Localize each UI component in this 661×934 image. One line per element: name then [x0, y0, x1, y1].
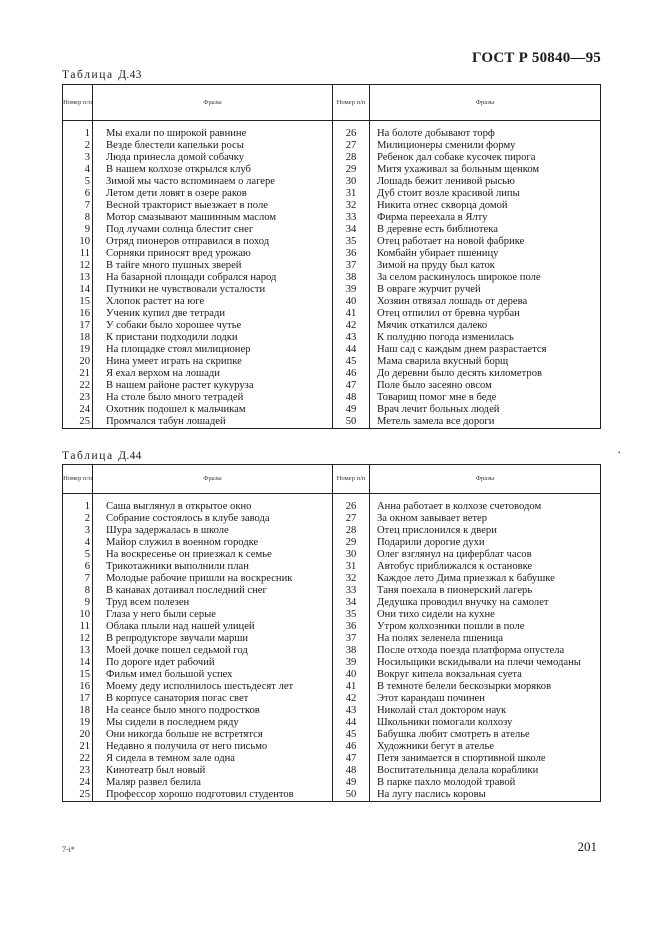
phrase-text: Ребенок дал собаке кусочек пирога	[370, 152, 601, 164]
column-header-number: Номер п/п	[333, 465, 370, 494]
phrase-text: На площадке стоял милиционер	[93, 344, 333, 356]
row-number: 31	[333, 561, 370, 573]
phrase-text: Промчался табун лошадей	[93, 416, 333, 429]
phrase-text: Метель замела все дороги	[370, 416, 601, 429]
table-row	[63, 332, 601, 344]
row-number: 21	[63, 741, 93, 753]
table-row	[63, 717, 601, 729]
phrase-text: Отец прислонился к двери	[370, 525, 601, 537]
table-row	[63, 380, 601, 392]
table-row	[63, 320, 601, 332]
spacer-cell	[370, 121, 601, 129]
table-caption-label: Таблица	[62, 69, 114, 81]
phrase-text: После отхода поезда платформа опустела	[370, 645, 601, 657]
row-number: 14	[63, 657, 93, 669]
phrase-text: Наш сад с каждым днем разрастается	[370, 344, 601, 356]
phrase-text: Дуб стоит возле красивой липы	[370, 188, 601, 200]
row-number: 31	[333, 188, 370, 200]
row-number: 20	[63, 729, 93, 741]
row-number: 39	[333, 284, 370, 296]
row-number: 28	[333, 525, 370, 537]
table-row	[63, 513, 601, 525]
table-row	[63, 645, 601, 657]
table-row	[63, 260, 601, 272]
phrase-text: До деревни было десять километров	[370, 368, 601, 380]
table-row	[63, 164, 601, 176]
row-number: 24	[63, 404, 93, 416]
row-number: 19	[63, 717, 93, 729]
row-number: 13	[63, 272, 93, 284]
phrase-text: В овраге журчит ручей	[370, 284, 601, 296]
row-number: 22	[63, 380, 93, 392]
column-header-phrases: Фразы	[93, 85, 333, 121]
row-number: 8	[63, 212, 93, 224]
row-number: 7	[63, 200, 93, 212]
row-number: 25	[63, 789, 93, 802]
row-number: 18	[63, 332, 93, 344]
spacer-cell	[93, 494, 333, 502]
phrase-text: Они никогда больше не встретятся	[93, 729, 333, 741]
row-number: 17	[63, 693, 93, 705]
phrase-text: На болоте добывают торф	[370, 128, 601, 140]
row-number: 16	[63, 681, 93, 693]
table-caption-number: Д.44	[118, 450, 142, 462]
phrase-text: Зимой на пруду был каток	[370, 260, 601, 272]
row-number: 48	[333, 765, 370, 777]
row-number: 45	[333, 356, 370, 368]
table-row	[63, 537, 601, 549]
table-row	[63, 597, 601, 609]
table-43-caption	[62, 69, 142, 81]
row-number: 5	[63, 176, 93, 188]
row-number: 38	[333, 272, 370, 284]
table-row	[63, 585, 601, 597]
phrase-text: Весной тракторист выезжает в поле	[93, 200, 333, 212]
phrase-text: Этот карандаш починен	[370, 693, 601, 705]
table-row	[63, 176, 601, 188]
phrase-text: Моей дочке пошел седьмой год	[93, 645, 333, 657]
row-number: 12	[63, 633, 93, 645]
table-row	[63, 729, 601, 741]
row-number: 28	[333, 152, 370, 164]
column-header-phrases: Фразы	[370, 85, 601, 121]
table-row	[63, 296, 601, 308]
row-number: 18	[63, 705, 93, 717]
column-header-number: Номер п/п	[63, 465, 93, 494]
row-number: 35	[333, 236, 370, 248]
row-number: 3	[63, 525, 93, 537]
table-row	[63, 525, 601, 537]
row-number: 40	[333, 669, 370, 681]
phrase-text: Мы сидели в последнем ряду	[93, 717, 333, 729]
row-number: 44	[333, 717, 370, 729]
phrase-text: В деревне есть библиотека	[370, 224, 601, 236]
phrase-text: Лошадь бежит ленивой рысью	[370, 176, 601, 188]
phrase-text: Люда принесла домой собачку	[93, 152, 333, 164]
table-header-row	[63, 465, 601, 494]
phrase-text: Мама сварила вкусный борщ	[370, 356, 601, 368]
row-number: 35	[333, 609, 370, 621]
table-row	[63, 188, 601, 200]
row-number: 29	[333, 164, 370, 176]
spacer-cell	[63, 121, 93, 129]
table-row	[63, 152, 601, 164]
row-number: 20	[63, 356, 93, 368]
print-mark: 7-i*	[62, 845, 75, 854]
spacer-cell	[333, 121, 370, 129]
phrase-text: Трикотажники выполнили план	[93, 561, 333, 573]
phrase-text: Везде блестели капельки росы	[93, 140, 333, 152]
margin-mark: •	[618, 449, 621, 457]
column-header-number: Номер п/п	[63, 85, 93, 121]
phrase-text: Отец работает на новой фабрике	[370, 236, 601, 248]
table-row	[63, 777, 601, 789]
row-number: 11	[63, 621, 93, 633]
row-number: 10	[63, 236, 93, 248]
phrase-text: Товарищ помог мне в беде	[370, 392, 601, 404]
row-number: 33	[333, 212, 370, 224]
phrase-text: Митя ухаживал за больным щенком	[370, 164, 601, 176]
row-number: 49	[333, 777, 370, 789]
phrase-text: Глаза у него были серые	[93, 609, 333, 621]
table-row	[63, 681, 601, 693]
table-row	[63, 140, 601, 152]
phrase-text: Фирма переехала в Ялту	[370, 212, 601, 224]
row-number: 43	[333, 705, 370, 717]
row-number: 30	[333, 176, 370, 188]
phrase-text: На полях зеленела пшеница	[370, 633, 601, 645]
phrase-text: Профессор хорошо подготовил студентов	[93, 789, 333, 802]
row-number: 46	[333, 368, 370, 380]
row-number: 1	[63, 501, 93, 513]
row-number: 49	[333, 404, 370, 416]
phrase-text: Носильщики вскидывали на плечи чемоданы	[370, 657, 601, 669]
table-row	[63, 621, 601, 633]
phrase-text: В канавах дотаивал последний снег	[93, 585, 333, 597]
table-row	[63, 224, 601, 236]
row-number: 12	[63, 260, 93, 272]
row-number: 7	[63, 573, 93, 585]
phrase-text: Врач лечит больных людей	[370, 404, 601, 416]
row-number: 3	[63, 152, 93, 164]
phrase-text: Мячик откатился далеко	[370, 320, 601, 332]
row-number: 8	[63, 585, 93, 597]
table-row	[63, 392, 601, 404]
spacer-cell	[333, 494, 370, 502]
table-row	[63, 416, 601, 429]
row-number: 30	[333, 549, 370, 561]
phrase-table-44	[62, 464, 601, 802]
phrase-text: Сорняки приносят вред урожаю	[93, 248, 333, 260]
phrase-text: Нина умеет играть на скрипке	[93, 356, 333, 368]
phrase-text: Летом дети ловят в озере раков	[93, 188, 333, 200]
table-row	[63, 284, 601, 296]
phrase-text: Они тихо сидели на кухне	[370, 609, 601, 621]
phrase-text: Никита отнес скворца домой	[370, 200, 601, 212]
row-number: 42	[333, 693, 370, 705]
row-number: 4	[63, 164, 93, 176]
column-header-phrases: Фразы	[93, 465, 333, 494]
row-number: 46	[333, 741, 370, 753]
row-number: 5	[63, 549, 93, 561]
phrase-text: Труд всем полезен	[93, 597, 333, 609]
row-number: 37	[333, 633, 370, 645]
row-number: 25	[63, 416, 93, 429]
row-number: 50	[333, 789, 370, 802]
row-number: 26	[333, 501, 370, 513]
phrase-text: В тайге много пушных зверей	[93, 260, 333, 272]
phrase-text: Отряд пионеров отправился в поход	[93, 236, 333, 248]
phrase-text: Каждое лето Дима приезжал к бабушке	[370, 573, 601, 585]
phrase-text: По дороге идет рабочий	[93, 657, 333, 669]
row-number: 50	[333, 416, 370, 429]
phrase-text: В темноте белели бескозырки моряков	[370, 681, 601, 693]
row-number: 39	[333, 657, 370, 669]
phrase-table-43	[62, 84, 601, 429]
table-row	[63, 308, 601, 320]
row-number: 32	[333, 200, 370, 212]
row-number: 9	[63, 597, 93, 609]
phrase-text: Анна работает в колхозе счетоводом	[370, 501, 601, 513]
table-row	[63, 368, 601, 380]
row-number: 44	[333, 344, 370, 356]
row-number: 36	[333, 248, 370, 260]
row-number: 11	[63, 248, 93, 260]
table-row	[63, 741, 601, 753]
table-row	[63, 573, 601, 585]
page-number: 201	[577, 839, 597, 854]
table-row	[63, 344, 601, 356]
phrase-text: За селом раскинулось широкое поле	[370, 272, 601, 284]
row-number: 21	[63, 368, 93, 380]
row-number: 22	[63, 753, 93, 765]
phrase-text: На базарной площади собрался народ	[93, 272, 333, 284]
phrase-text: Подарили дорогие духи	[370, 537, 601, 549]
phrase-text: Фильм имел большой успех	[93, 669, 333, 681]
phrase-text: К пристани подходили лодки	[93, 332, 333, 344]
phrase-text: Дедушка проводил внучку на самолет	[370, 597, 601, 609]
spacer-cell	[370, 494, 601, 502]
phrase-text: В парке пахло молодой травой	[370, 777, 601, 789]
row-number: 41	[333, 308, 370, 320]
row-number: 37	[333, 260, 370, 272]
row-number: 36	[333, 621, 370, 633]
phrase-text: К полудню погода изменилась	[370, 332, 601, 344]
phrase-text: Путники не чувствовали усталости	[93, 284, 333, 296]
phrase-text: Отец отпилил от бревна чурбан	[370, 308, 601, 320]
standard-header: ГОСТ Р 50840—95	[471, 50, 601, 66]
phrase-text: Саша выглянул в открытое окно	[93, 501, 333, 513]
row-number: 4	[63, 537, 93, 549]
spacer-cell	[93, 121, 333, 129]
phrase-text: Под лучами солнца блестит снег	[93, 224, 333, 236]
row-number: 33	[333, 585, 370, 597]
table-row	[63, 705, 601, 717]
row-number: 40	[333, 296, 370, 308]
table-caption-number: Д.43	[118, 69, 142, 81]
table-row	[63, 248, 601, 260]
phrase-text: За окном завывает ветер	[370, 513, 601, 525]
table-row	[63, 356, 601, 368]
phrase-text: На столе было много тетрадей	[93, 392, 333, 404]
row-number: 32	[333, 573, 370, 585]
phrase-text: Комбайн убирает пшеницу	[370, 248, 601, 260]
phrase-text: Облака плыли над нашей улицей	[93, 621, 333, 633]
phrase-text: Поле было засеяно овсом	[370, 380, 601, 392]
phrase-text: Школьники помогали колхозу	[370, 717, 601, 729]
phrase-text: Я ехал верхом на лошади	[93, 368, 333, 380]
table-caption-label: Таблица	[62, 450, 114, 462]
table-row	[63, 212, 601, 224]
spacer-row	[63, 121, 601, 129]
row-number: 15	[63, 669, 93, 681]
phrase-text: Маляр развел белила	[93, 777, 333, 789]
phrase-text: Ученик купил две тетради	[93, 308, 333, 320]
phrase-text: В нашем колхозе открылся клуб	[93, 164, 333, 176]
table-row	[63, 693, 601, 705]
table-row	[63, 272, 601, 284]
phrase-text: Кинотеатр был новый	[93, 765, 333, 777]
row-number: 43	[333, 332, 370, 344]
phrase-text: Майор служил в военном городке	[93, 537, 333, 549]
column-header-phrases: Фразы	[370, 465, 601, 494]
column-header-number: Номер п/п	[333, 85, 370, 121]
phrase-text: В корпусе санатория погас свет	[93, 693, 333, 705]
row-number: 27	[333, 140, 370, 152]
table-row	[63, 404, 601, 416]
phrase-text: Шура задержалась в школе	[93, 525, 333, 537]
phrase-text: Моему деду исполнилось шестьдесят лет	[93, 681, 333, 693]
phrase-text: Николай стал доктором наук	[370, 705, 601, 717]
row-number: 27	[333, 513, 370, 525]
phrase-text: Хлопок растет на юге	[93, 296, 333, 308]
table-row	[63, 789, 601, 802]
table-row	[63, 657, 601, 669]
phrase-text: Олег взглянул на циферблат часов	[370, 549, 601, 561]
table-row	[63, 633, 601, 645]
phrase-text: Недавно я получила от него письмо	[93, 741, 333, 753]
row-number: 1	[63, 128, 93, 140]
row-number: 6	[63, 188, 93, 200]
phrase-text: Петя занимается в спортивной школе	[370, 753, 601, 765]
phrase-text: В репродукторе звучали марши	[93, 633, 333, 645]
row-number: 19	[63, 344, 93, 356]
phrase-text: На лугу паслись коровы	[370, 789, 601, 802]
phrase-text: Воспитательница делала кораблики	[370, 765, 601, 777]
phrase-text: Мотор смазывают машинным маслом	[93, 212, 333, 224]
phrase-text: Вокруг кипела вокзальная суета	[370, 669, 601, 681]
phrase-text: Мы ехали по широкой равнине	[93, 128, 333, 140]
phrase-text: Таня поехала в пионерский лагерь	[370, 585, 601, 597]
row-number: 13	[63, 645, 93, 657]
row-number: 47	[333, 380, 370, 392]
phrase-text: Охотник подошел к мальчикам	[93, 404, 333, 416]
phrase-text: На воскресенье он приезжал к семье	[93, 549, 333, 561]
table-row	[63, 501, 601, 513]
row-number: 45	[333, 729, 370, 741]
row-number: 41	[333, 681, 370, 693]
row-number: 2	[63, 513, 93, 525]
phrase-text: Милиционеры сменили форму	[370, 140, 601, 152]
row-number: 48	[333, 392, 370, 404]
phrase-text: Зимой мы часто вспоминаем о лагере	[93, 176, 333, 188]
table-row	[63, 236, 601, 248]
row-number: 47	[333, 753, 370, 765]
row-number: 6	[63, 561, 93, 573]
row-number: 14	[63, 284, 93, 296]
spacer-row	[63, 494, 601, 502]
row-number: 2	[63, 140, 93, 152]
row-number: 29	[333, 537, 370, 549]
row-number: 34	[333, 597, 370, 609]
phrase-text: На сеансе было много подростков	[93, 705, 333, 717]
row-number: 10	[63, 609, 93, 621]
table-row	[63, 128, 601, 140]
row-number: 23	[63, 392, 93, 404]
row-number: 24	[63, 777, 93, 789]
row-number: 16	[63, 308, 93, 320]
phrase-text: Хозяин отвязал лошадь от дерева	[370, 296, 601, 308]
row-number: 42	[333, 320, 370, 332]
table-row	[63, 669, 601, 681]
phrase-text: Художники бегут в ателье	[370, 741, 601, 753]
row-number: 17	[63, 320, 93, 332]
table-44-caption	[62, 450, 142, 462]
row-number: 23	[63, 765, 93, 777]
row-number: 9	[63, 224, 93, 236]
phrase-text: Автобус приближался к остановке	[370, 561, 601, 573]
table-row	[63, 200, 601, 212]
row-number: 26	[333, 128, 370, 140]
row-number: 34	[333, 224, 370, 236]
table-header-row	[63, 85, 601, 121]
spacer-cell	[63, 494, 93, 502]
row-number: 38	[333, 645, 370, 657]
table-row	[63, 609, 601, 621]
phrase-text: В нашем районе растет кукуруза	[93, 380, 333, 392]
phrase-text: Бабушка любит смотреть в ателье	[370, 729, 601, 741]
phrase-text: Я сидела в темном зале одна	[93, 753, 333, 765]
table-row	[63, 765, 601, 777]
row-number: 15	[63, 296, 93, 308]
phrase-text: Утром колхозники пошли в поле	[370, 621, 601, 633]
table-row	[63, 753, 601, 765]
phrase-text: Собрание состоялось в клубе завода	[93, 513, 333, 525]
table-row	[63, 561, 601, 573]
phrase-text: У собаки было хорошее чутье	[93, 320, 333, 332]
table-row	[63, 549, 601, 561]
phrase-text: Молодые рабочие пришли на воскресник	[93, 573, 333, 585]
